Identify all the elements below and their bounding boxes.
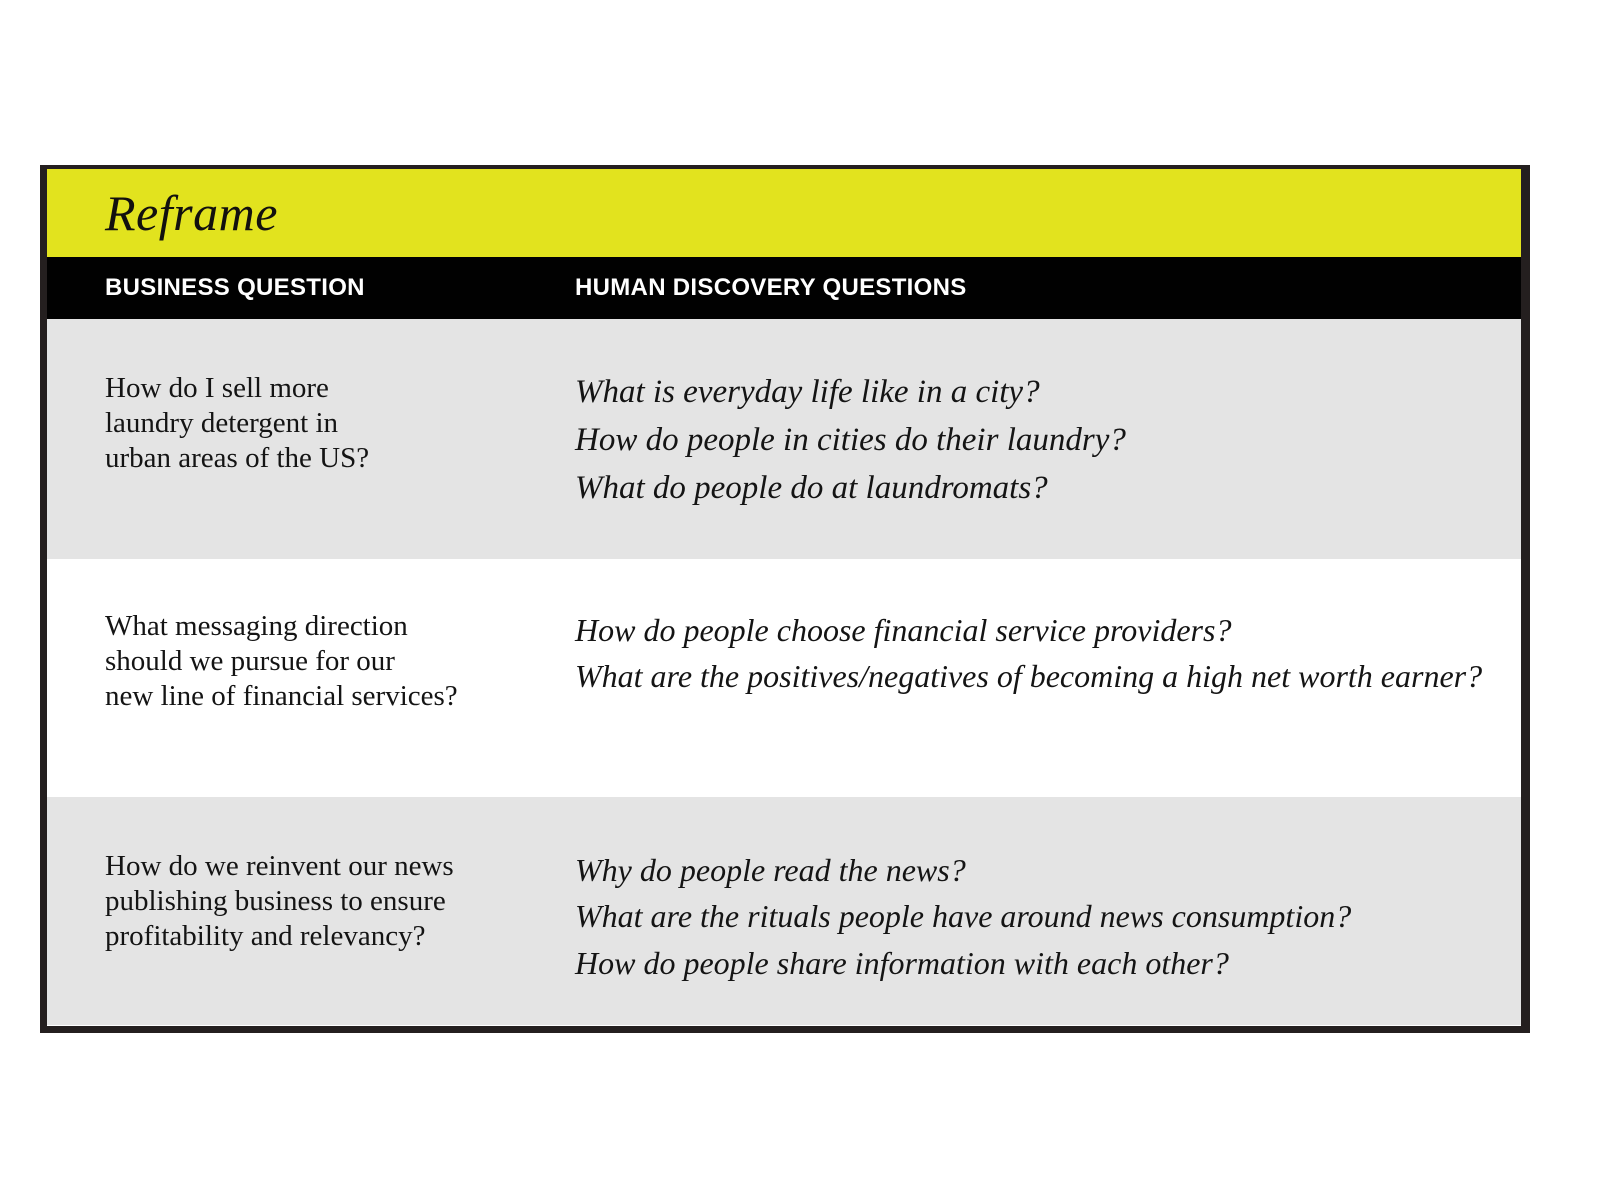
- table-header-row: [47, 257, 1521, 319]
- list-item: How do people in cities do their laundry?: [575, 421, 1126, 458]
- list-item: What are the positives/negatives of becoming a high net worth earner?: [575, 658, 1483, 695]
- business-question-line: laundry detergent in: [105, 407, 339, 440]
- business-question-line: How do I sell more: [105, 372, 329, 404]
- business-question-line: urban areas of the US?: [105, 442, 370, 475]
- page-title: Reframe: [105, 185, 278, 241]
- business-question-line: new line of financial services?: [105, 680, 458, 713]
- list-item: What do people do at laundromats?: [575, 469, 1048, 506]
- cell-discovery-questions: [47, 559, 1521, 700]
- business-question-line: profitability and relevancy?: [105, 920, 426, 953]
- cell-discovery-questions: [47, 319, 1521, 513]
- table-row: [47, 319, 1521, 559]
- column-header-business-question: BUSINESS QUESTION: [105, 274, 365, 301]
- table-row: [47, 559, 1521, 797]
- column-header-human-discovery-questions: HUMAN DISCOVERY QUESTIONS: [575, 274, 967, 301]
- business-question-line: How do we reinvent our news: [105, 850, 454, 882]
- business-question-line: What messaging direction: [105, 610, 408, 642]
- reframe-table: [40, 165, 1530, 1033]
- list-item: Why do people read the news?: [575, 852, 966, 888]
- cell-discovery-questions: [47, 797, 1521, 986]
- table-row: [47, 797, 1521, 1025]
- list-item: What are the rituals people have around news consumption?: [575, 898, 1352, 935]
- list-item: How do people choose financial service providers?: [575, 612, 1232, 648]
- business-question-line: should we pursue for our: [105, 645, 395, 678]
- discovery-question-list: [575, 607, 1511, 700]
- title-band: [47, 169, 1521, 257]
- business-question-line: publishing business to ensure: [105, 885, 446, 918]
- list-item: How do people share information with each other?: [575, 944, 1229, 981]
- discovery-question-list: [575, 847, 1511, 986]
- list-item: What is everyday life like in a city?: [575, 374, 1040, 410]
- discovery-question-list: [575, 369, 1511, 513]
